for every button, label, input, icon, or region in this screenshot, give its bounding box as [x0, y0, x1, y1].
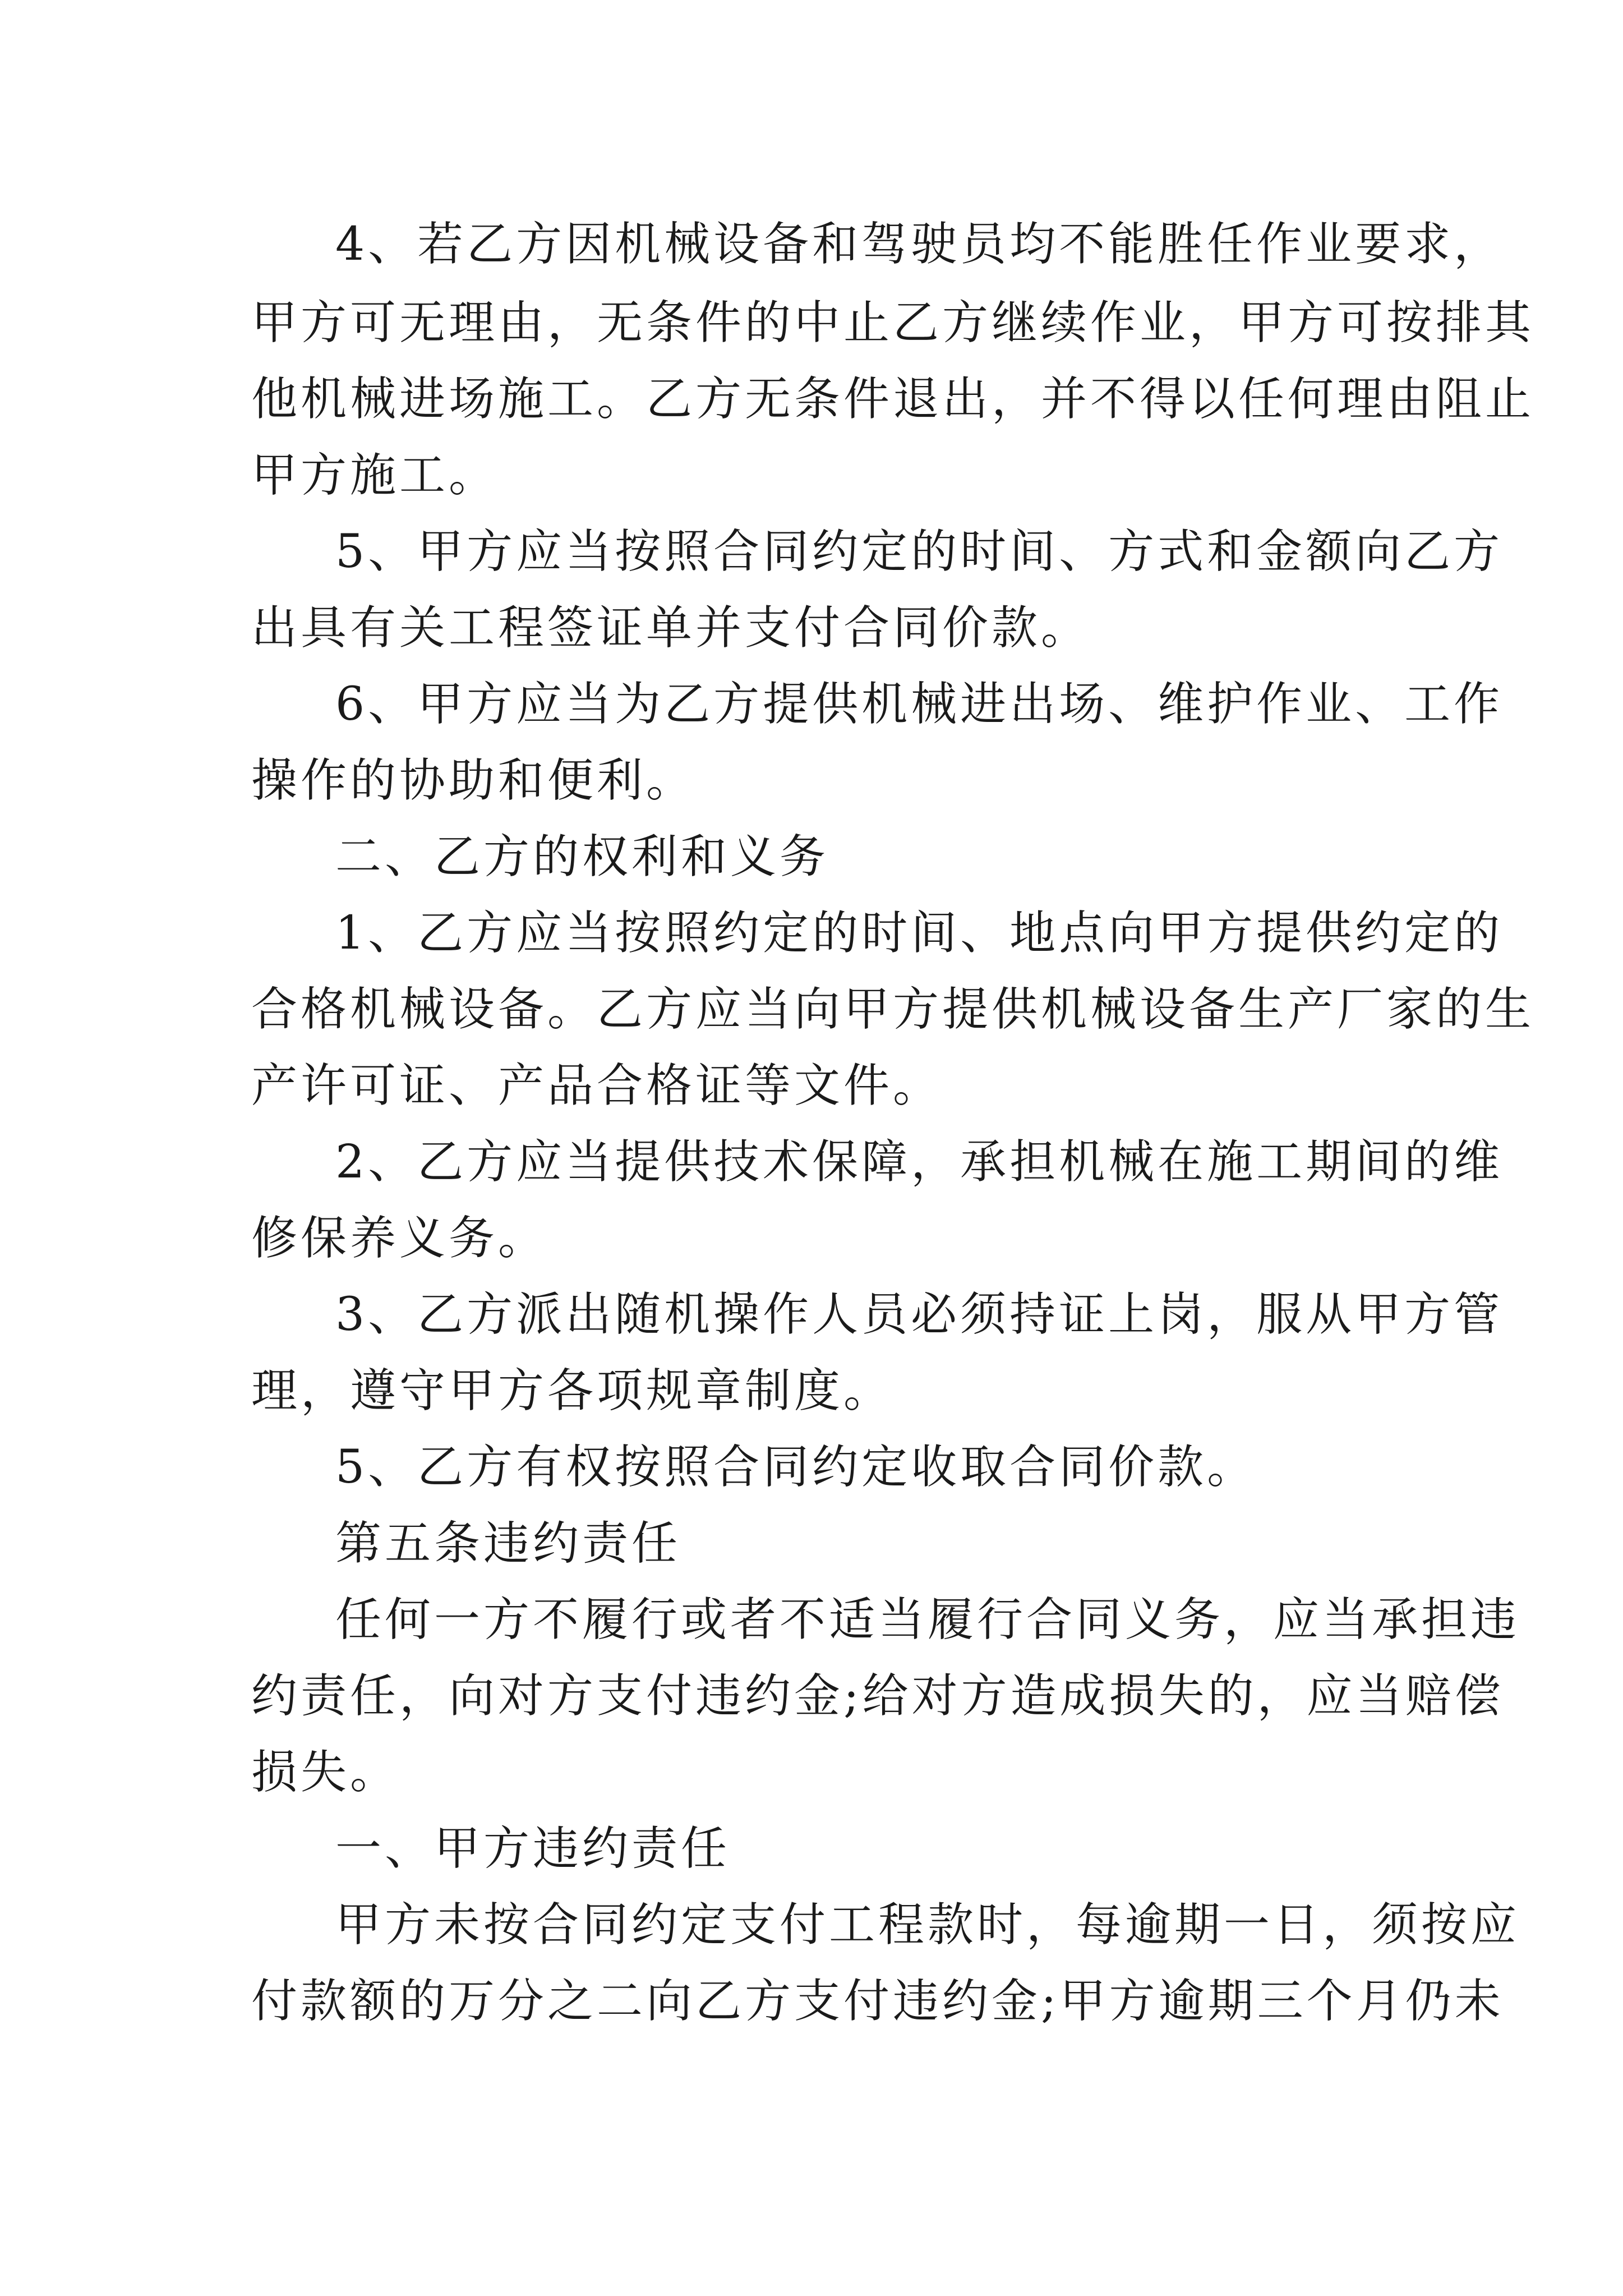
paragraph-line: 损失。: [251, 1746, 400, 1799]
paragraph-line: 甲方未按合同约定支付工程款时，每逾期一日，须按应: [335, 1898, 1520, 1952]
paragraph-line: 付款额的万分之二向乙方支付违约金;甲方逾期三个月仍未: [251, 1975, 1504, 2028]
paragraph-line: 5、乙方有权按照合同约定收取合同价款。: [335, 1441, 1257, 1494]
paragraph-line: 合格机械设备。乙方应当向甲方提供机械设备生产厂家的生: [251, 983, 1535, 1036]
paragraph-line: 修保养义务。: [251, 1212, 548, 1265]
paragraph-line: 4、若乙方因机械设备和驾驶员均不能胜任作业要求，: [335, 218, 1504, 271]
paragraph-line: 甲方可无理由，无条件的中止乙方继续作业，甲方可按排其: [251, 296, 1535, 349]
paragraph-line: 甲方施工。: [251, 449, 499, 502]
paragraph-line: 任何一方不履行或者不适当履行合同义务，应当承担违: [335, 1593, 1520, 1646]
paragraph-line: 3、乙方派出随机操作人员必须持证上岗，服从甲方管: [335, 1288, 1504, 1341]
section-heading: 一、甲方违约责任: [335, 1822, 731, 1875]
paragraph-line: 出具有关工程签证单并支付合同价款。: [251, 601, 1091, 655]
paragraph-line: 他机械进场施工。乙方无条件退出，并不得以任何理由阻止: [251, 372, 1535, 426]
paragraph-line: 产许可证、产品合格证等文件。: [251, 1059, 943, 1112]
article-heading: 第五条违约责任: [335, 1517, 681, 1570]
paragraph-line: 理，遵守甲方各项规章制度。: [251, 1364, 893, 1418]
paragraph-line: 1、乙方应当按照约定的时间、地点向甲方提供约定的: [335, 907, 1504, 960]
section-heading: 二、乙方的权利和义务: [335, 830, 829, 884]
paragraph-line: 2、乙方应当提供技术保障，承担机械在施工期间的维: [335, 1135, 1504, 1189]
paragraph-line: 操作的协助和便利。: [251, 754, 696, 807]
paragraph-line: 5、甲方应当按照合同约定的时间、方式和金额向乙方: [335, 525, 1504, 578]
paragraph-line: 约责任，向对方支付违约金;给对方造成损失的，应当赔偿: [251, 1669, 1504, 1723]
paragraph-line: 6、甲方应当为乙方提供机械进出场、维护作业、工作: [335, 678, 1504, 731]
